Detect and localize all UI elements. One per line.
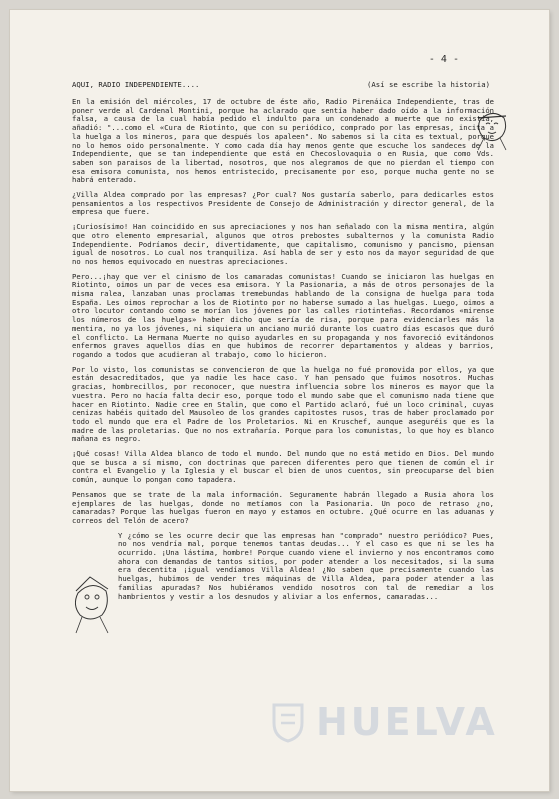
article-title: AQUI, RADIO INDEPENDIENTE....	[72, 80, 200, 89]
article-header	[72, 80, 490, 89]
paragraph: ¡Curiosísimo! Han coincidido en sus apreciaciones y nos han señalado con la misma mentira, algún que otro elemento empresarial, algunos que otros prebostes subalternos y la comunista Radio Independiente. Podríamos decir, divertidamente, que capitalismo, comunismo y pancismo, piensan igual de nosotros. Lo cual nos tranquiliza. Así habla de ser y esto nos da mayor seguridad de que no nos hemos equivocado en nuestras apreciaciones.	[72, 222, 494, 266]
document-page	[10, 10, 549, 791]
archive-watermark	[270, 700, 498, 744]
article-body	[72, 98, 494, 607]
watermark-text: HUELVA	[316, 700, 498, 744]
paragraph: Pero...¡hay que ver el cinismo de los camaradas comunistas! Cuando se iniciaron las huelgas en Riotinto, oimos un par de veces esa emisora. Y la Pasionaria, a más de otros personajes de la misma ralea, lanzaban unas proclamas tremebundas hablando de la consigna de huelga para toda España. Les oimos reprochar a los de Riotinto por no haberse sumado a las huelgas. Luego, oimos a otro locutor contando como se morían los jóvenes por las calles riotinteñas. Recordamos «mirense los números de las huelgas» haber dicho que sería de risa, porque para evidenciarles más la mentira, no ya los jóvenes, ni siquiera un anciano murió durante los cuatro días escasos que duró el conflicto. La Hermana Muerte no quiso ayudarles en su propaganda y nos favoreció evitándonos enfermos graves aquellos días en que hubimos de recorrer departamentos y aldeas y barrios, rogando a todos que acudieran al trabajo, como lo hicieron.	[72, 271, 494, 359]
page-number: - 4 -	[428, 54, 459, 65]
article-subtitle: (Así se escribe la historia)	[366, 80, 490, 89]
paragraph: Por lo visto, los comunistas se convencieron de que la huelga no fué promovida por ellos, ya que están desacreditados, que ya nadie les hace caso. Y han pensado que fuimos nosotros. Muchas gracias, hombrecillos, por reconocer, que nuestra influencia sobre los mineros es mayor que la vuestra. Pero no hacía falta decir eso, porque todo el mundo sabe que el comunismo nada tiene que hacer en Riotinto. Nadie cree en Stalin, que como el Partido aclaró, fué un loco criminal, cuyas cenizas habéis quitado del Mausoleo de los grandes capitostes rusos, tras de haber proclamado por todo el mundo que era el Padre de los Proletarios. Ni en Kruschef, aunque aseguréis que es la madre de las proletarias. Que no nos extrañaría. Porque para los comunistas, lo que hoy es blanco mañana es negro.	[72, 364, 494, 444]
paragraph: Pensamos que se trate de la mala información. Seguramente habrán llegado a Rusia ahora los ejemplares de las huelgas, donde no metíamos con la Pasionaria. Un poco de retraso ¿no, camaradas? Porque las huelgas fueron en mayo y estamos en octubre. ¿Qué ocurre en las aduanas y correos del Telón de acero?	[72, 489, 494, 525]
paragraph: Y ¿cómo se les ocurre decir que las empresas han "comprado" nuestro periódico? Pues, no nos vendría mal, porque tenemos tantas deudas... Y el caso es que ni se les ha ocurrido. ¡Una lástima, hombre! Porque cuando viene el invierno y nos encontramos como ahora con demandas de tantos sitios, por poder atender a los necesitados, si la suma era decentita ¡igual vendíamos Villa Aldea! ¿No saben que precisamente cuando las huelgas, hubimos de vender tres máquinas de Villa Aldea, para poder atender a las familias apuradas? Nos hubiéramos vendido nosotros con tal de remediar a los hambrientos y vestir a los desnudos y aliviar a los enfermos, camaradas...	[118, 530, 494, 601]
crest-icon	[270, 701, 306, 743]
paragraph: En la emisión del miércoles, 17 de octubre de éste año, Radio Pirenáica Independiente, tras de poner verde al Cardenal Montini, porque ha aclarado que sentía haber dado oído a la información falsa, a causa de la cual había pedido el indulto para un condenado a muerte que no existía, añadió: "...como el «Cura de Riotinto, que con su periódico, comprado por las empresas, incita a la huelga a los mineros, para que después los apaleen". No sabemos si la cita es textual, porque no lo hemos oido personalmente. Y como cada día hay menos gente que escuche los sandeces de la Independiente, que se tan independiente que está en Checoslovaquia o en Rusia, que como Vds. saben son paraisos de la libertad, nosotros, que nos alegramos de que no pierdan el tiempo con esa emisora comunista, nos hemos entristecido, precisamente por eso, porque mucha gente no se habrá enterado.	[72, 97, 494, 185]
paragraph: ¿Villa Aldea comprado por las empresas? ¿Por cual? Nos gustaría saberlo, para dedicarles estos pensamientos a los respectivos Presidente de Consejo de Administración y director general, de la empresa que fuere.	[72, 190, 494, 217]
paragraph: ¡Qué cosas! Villa Aldea blanco de todo el mundo. Del mundo que no está metido en Dios. Del mundo que se busca a sí mismo, con doctrinas que parecen diferentes pero que tienen de común el ir contra el Evangelio y la Iglesia y el buscar el bien de unos cuentos, sin preocuparse del bien común, aunque lo pongan como tapadera.	[72, 449, 494, 485]
